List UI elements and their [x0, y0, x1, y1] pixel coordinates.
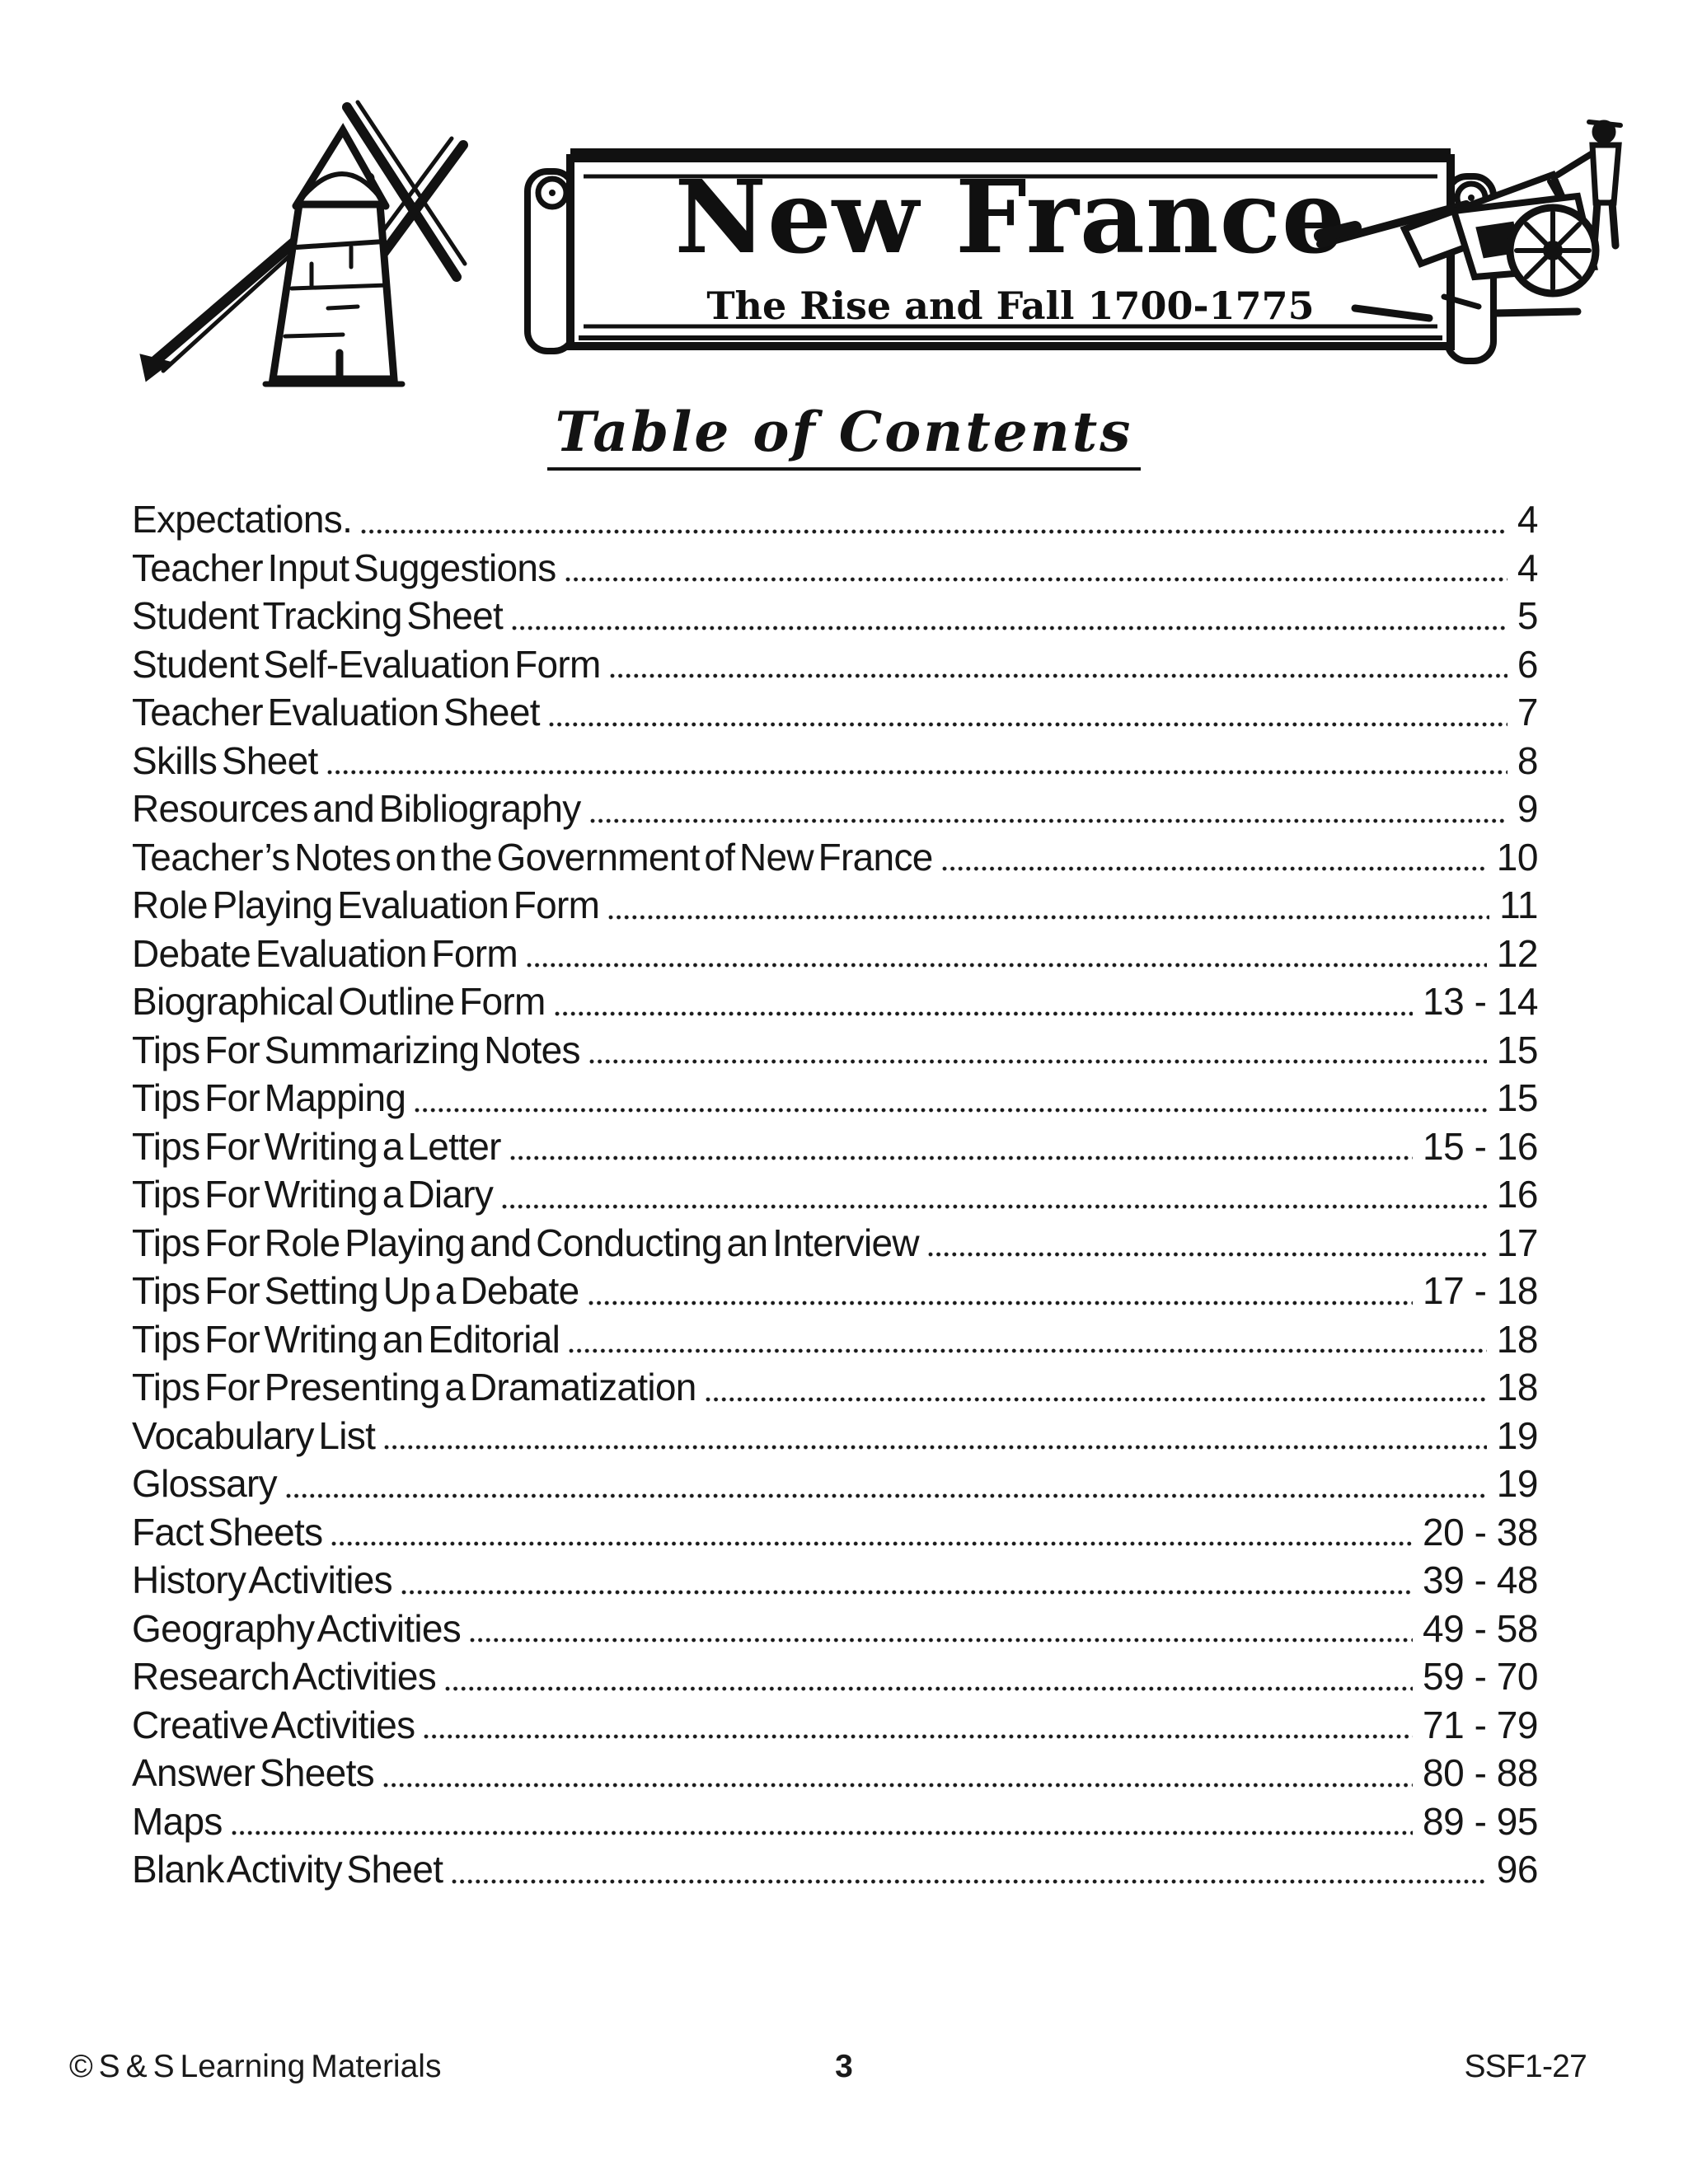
dot-leader [609, 673, 1507, 679]
toc-entry-row [132, 1508, 1538, 1557]
toc-entry-page-number: 15 [1496, 1076, 1538, 1120]
cannon-and-soldier-icon [1306, 105, 1660, 332]
toc-entry-label: Tips For Writing a Diary [132, 1173, 494, 1216]
toc-entry-row [132, 1797, 1538, 1846]
toc-entry-label: Student Tracking Sheet [132, 594, 504, 638]
toc-entry-page-number: 6 [1517, 642, 1538, 686]
toc-entry-label: Tips For Writing a Letter [132, 1124, 501, 1168]
windmill-illustration [96, 73, 471, 398]
page-number: 3 [835, 2049, 853, 2084]
toc-entry-page-number: 71 - 79 [1423, 1703, 1538, 1746]
dot-leader [423, 1733, 1413, 1740]
toc-entry-label: Creative Activities [132, 1703, 415, 1746]
dot-leader [511, 625, 1507, 631]
dot-leader [383, 1444, 1487, 1451]
toc-entry-label: Resources and Bibliography [132, 787, 581, 831]
toc-entry-page-number: 4 [1517, 546, 1538, 589]
toc-entry-page-number: 4 [1517, 498, 1538, 541]
dot-leader [285, 1493, 1487, 1499]
toc-entry-label: Tips For Setting Up a Debate [132, 1269, 579, 1313]
toc-entry-row [132, 592, 1538, 640]
toc-entry-label: Role Playing Evaluation Form [132, 883, 600, 927]
toc-entry-page-number: 11 [1499, 883, 1538, 927]
toc-entry-label: Vocabulary List [132, 1413, 376, 1457]
cannon-illustration [1306, 105, 1660, 332]
toc-entry-row [132, 785, 1538, 833]
toc-entry-page-number: 5 [1517, 594, 1538, 638]
toc-entry-label: Teacher Input Suggestions [132, 546, 556, 589]
toc-entry-page-number: 49 - 58 [1423, 1606, 1538, 1650]
toc-entry-page-number: 15 - 16 [1423, 1124, 1538, 1168]
toc-entry-row [132, 544, 1538, 593]
product-code: SSF1-27 [1464, 2049, 1587, 2084]
toc-entry-label: Fact Sheets [132, 1510, 323, 1554]
toc-entry-label: Tips For Writing an Editorial [132, 1317, 560, 1361]
dot-leader [501, 1203, 1487, 1210]
toc-entry-page-number: 17 [1496, 1221, 1538, 1264]
toc-entry-row [132, 640, 1538, 689]
toc-entry-label: Teacher’s Notes on the Government of New France [132, 835, 933, 879]
copyright-text: © S & S Learning Materials [69, 2049, 442, 2084]
toc-entry-page-number: 96 [1496, 1848, 1538, 1891]
dot-leader [401, 1589, 1413, 1596]
dot-leader [554, 1010, 1413, 1017]
toc-entry-page-number: 18 [1496, 1366, 1538, 1409]
toc-entry-row [132, 1652, 1538, 1701]
toc-entry-label: Research Activities [132, 1655, 437, 1699]
toc-entry-label: Blank Activity Sheet [132, 1848, 443, 1891]
toc-entry-label: Glossary [132, 1462, 277, 1506]
toc-entry-page-number: 59 - 70 [1423, 1655, 1538, 1699]
toc-entry-label: Tips For Role Playing and Conducting an Interview [132, 1221, 919, 1264]
dot-leader [444, 1685, 1413, 1692]
toc-entry-label: Tips For Presenting a Dramatization [132, 1366, 696, 1409]
toc-entry-row [132, 1412, 1538, 1460]
toc-entry-label: Debate Evaluation Form [132, 931, 518, 975]
dot-leader [588, 1058, 1487, 1065]
toc-entry-label: Maps [132, 1799, 223, 1843]
dot-leader [927, 1251, 1487, 1258]
toc-entry-row [132, 495, 1538, 544]
toc-entry-label: Student Self-Evaluation Form [132, 642, 601, 686]
toc-entry-page-number: 89 - 95 [1423, 1799, 1538, 1843]
toc-entry-row [132, 1460, 1538, 1508]
toc-entry-page-number: 18 [1496, 1317, 1538, 1361]
dot-leader [705, 1396, 1487, 1403]
dot-leader [607, 914, 1489, 921]
toc-entry-page-number: 19 [1496, 1462, 1538, 1506]
dot-leader [565, 576, 1507, 583]
toc-entry-row [132, 1315, 1538, 1364]
dot-leader [589, 818, 1507, 824]
toc-entry-row [132, 1170, 1538, 1219]
toc-entry-label: Geography Activities [132, 1606, 462, 1650]
toc-entry-label: Answer Sheets [132, 1751, 374, 1795]
toc-entry-page-number: 13 - 14 [1423, 980, 1538, 1024]
toc-entry-row [132, 1701, 1538, 1750]
toc-entry-row [132, 833, 1538, 882]
toc-entry-page-number: 12 [1496, 931, 1538, 975]
toc-entry-label: Teacher Evaluation Sheet [132, 691, 540, 734]
toc-heading-wrap [0, 402, 1688, 471]
toc-entry-page-number: 8 [1517, 738, 1538, 782]
toc-entry-label: Expectations. [132, 498, 353, 541]
dot-leader [568, 1347, 1487, 1354]
toc-entry-page-number: 20 - 38 [1423, 1510, 1538, 1554]
toc-entry-page-number: 10 [1496, 835, 1538, 879]
toc-entry-page-number: 7 [1517, 691, 1538, 734]
toc-entry-row [132, 1267, 1538, 1315]
dot-leader [548, 721, 1507, 728]
toc-entry-row [132, 688, 1538, 737]
toc-entry-row [132, 930, 1538, 978]
toc-entry-label: History Activities [132, 1558, 392, 1602]
dot-leader [360, 528, 1507, 535]
dot-leader [469, 1637, 1413, 1643]
toc-entry-page-number: 19 [1496, 1413, 1538, 1457]
page-footer [0, 2049, 1688, 2098]
toc-entry-page-number: 9 [1517, 787, 1538, 831]
dot-leader [382, 1782, 1413, 1788]
toc-entry-row [132, 737, 1538, 785]
toc-entry-label: Tips For Mapping [132, 1076, 406, 1120]
toc-heading: Table of Contents [547, 402, 1142, 471]
dot-leader [588, 1300, 1413, 1306]
dot-leader [414, 1107, 1486, 1113]
toc-entry-row [132, 1845, 1538, 1894]
toc-entry-page-number: 16 [1496, 1173, 1538, 1216]
toc-entry-label: Tips For Summarizing Notes [132, 1028, 580, 1071]
toc-entry-row [132, 1074, 1538, 1122]
toc-entry-row [132, 1363, 1538, 1412]
document-subtitle: The Rise and Fall 1700-1775 [706, 284, 1315, 328]
windmill-icon [96, 73, 471, 398]
toc-entry-page-number: 17 - 18 [1423, 1269, 1538, 1313]
toc-entry-page-number: 15 [1496, 1028, 1538, 1071]
toc-list [132, 495, 1538, 1894]
toc-entry-row [132, 1605, 1538, 1653]
dot-leader [451, 1878, 1486, 1885]
dot-leader [509, 1155, 1413, 1161]
toc-entry-row [132, 1749, 1538, 1797]
toc-entry-row [132, 881, 1538, 930]
dot-leader [941, 865, 1487, 872]
document-title: New France [674, 157, 1347, 276]
dot-leader [331, 1540, 1413, 1547]
toc-entry-row [132, 1122, 1538, 1171]
dot-leader [326, 769, 1507, 776]
toc-entry-label: Biographical Outline Form [132, 980, 546, 1024]
dot-leader [231, 1830, 1413, 1836]
toc-entry-row [132, 1219, 1538, 1268]
toc-entry-page-number: 80 - 88 [1423, 1751, 1538, 1795]
toc-entry-row [132, 1026, 1538, 1075]
toc-entry-row [132, 977, 1538, 1026]
toc-entry-page-number: 39 - 48 [1423, 1558, 1538, 1602]
dot-leader [526, 962, 1487, 968]
toc-entry-label: Skills Sheet [132, 738, 318, 782]
toc-entry-row [132, 1556, 1538, 1605]
